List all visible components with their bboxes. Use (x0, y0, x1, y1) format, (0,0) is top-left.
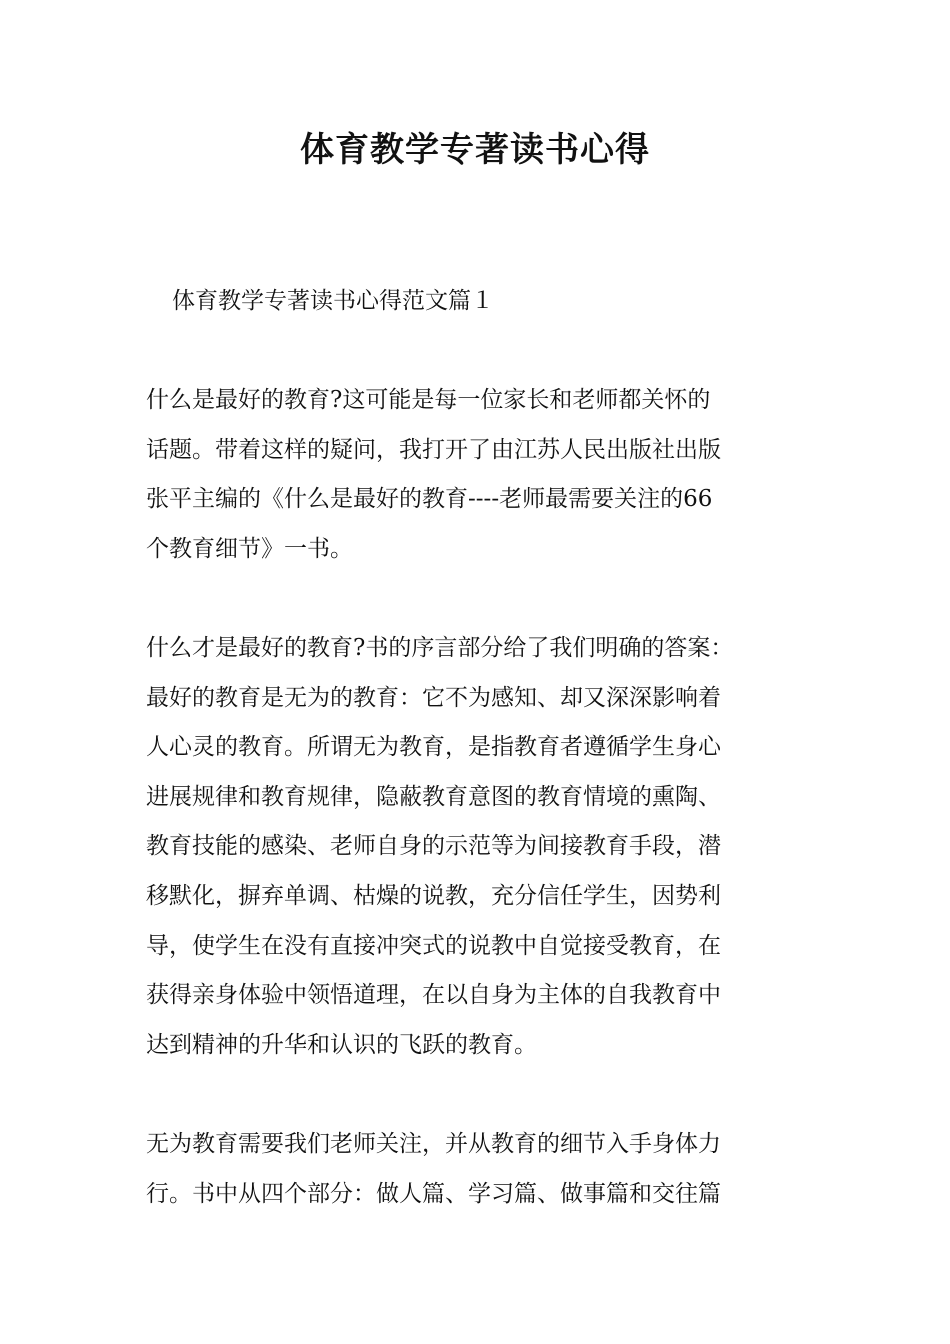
paragraph-line: 导，使学生在没有直接冲突式的说教中自觉接受教育，在 (146, 932, 721, 959)
paragraph-line: 张平主编的《什么是最好的教育----老师最需要关注的66 (146, 486, 713, 513)
paragraph-line: 话题。带着这样的疑问，我打开了由江苏人民出版社出版 (146, 436, 721, 463)
paragraph-line: 个教育细节》一书。 (146, 535, 353, 562)
paragraph-line: 人心灵的教育。所谓无为教育，是指教育者遵循学生身心 (146, 734, 721, 761)
page-title: 体育教学专著读书心得 (300, 130, 650, 170)
paragraph-line: 达到精神的升华和认识的飞跃的教育。 (146, 1031, 537, 1058)
paragraph-2 (146, 624, 810, 1070)
paragraph-line: 什么才是最好的教育?书的序言部分给了我们明确的答案： (146, 635, 734, 661)
paragraph-line: 无为教育需要我们老师关注，并从教育的细节入手身体力 (146, 1131, 721, 1157)
paragraph-line: 移默化，摒弃单调、枯燥的说教，充分信任学生，因势利 (146, 882, 721, 909)
paragraph-line: 进展规律和教育规律，隐蔽教育意图的教育情境的熏陶、 (146, 783, 721, 810)
paragraph-line: 获得亲身体验中领悟道理，在以自身为主体的自我教育中 (146, 982, 721, 1009)
paragraph-line: 最好的教育是无为的教育：它不为感知、却又深深影响着 (146, 684, 721, 711)
paragraph-line: 行。书中从四个部分：做人篇、学习篇、做事篇和交往篇 (146, 1180, 721, 1207)
paragraph-3 (146, 1120, 810, 1219)
article-subtitle: 体育教学专著读书心得范文篇１ (172, 288, 494, 314)
paragraph-1 (146, 376, 810, 574)
paragraph-line: 教育技能的感染、老师自身的示范等为间接教育手段，潜 (146, 833, 721, 860)
paragraph-line: 什么是最好的教育?这可能是每一位家长和老师都关怀的 (146, 387, 711, 413)
